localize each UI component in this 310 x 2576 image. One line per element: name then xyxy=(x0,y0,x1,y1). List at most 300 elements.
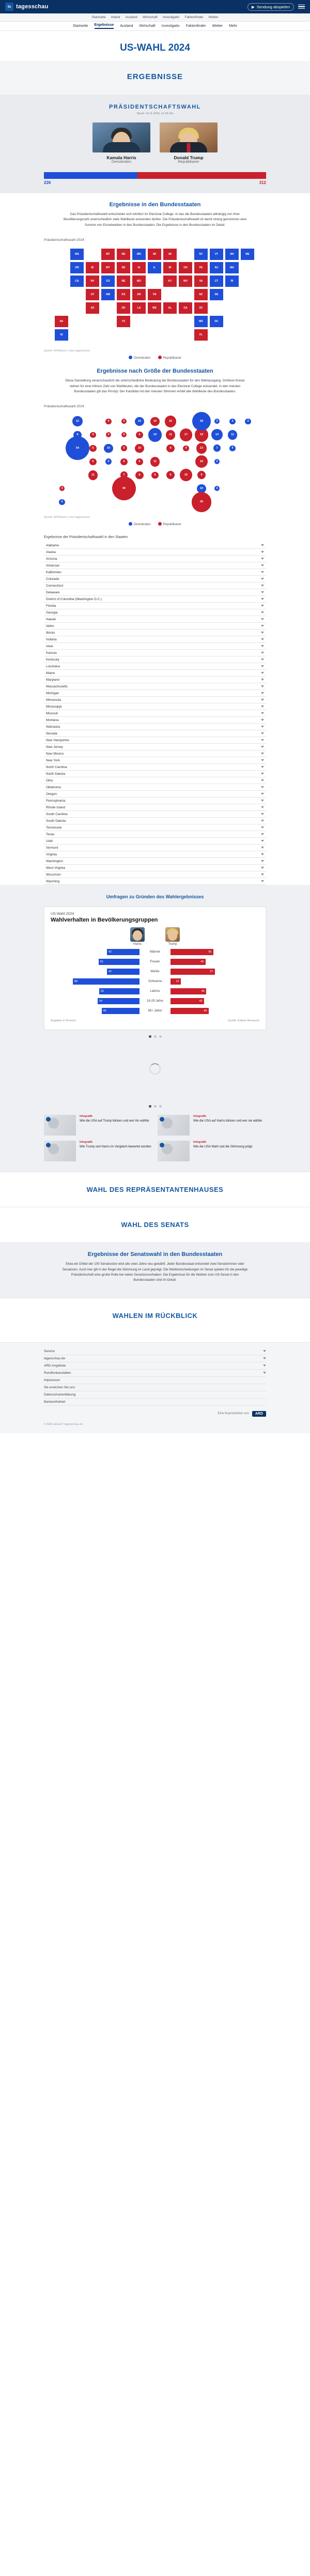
accordion-row[interactable] xyxy=(44,750,266,757)
footer-row[interactable] xyxy=(44,1362,266,1370)
chevron-down-icon xyxy=(261,779,264,781)
tagesschau-logo-icon: ts xyxy=(5,3,13,11)
accordion-row[interactable] xyxy=(44,630,266,636)
map-state-in[interactable] xyxy=(163,262,177,274)
map-bubble-sd[interactable]: 3 xyxy=(121,432,127,437)
map-state-dc[interactable] xyxy=(209,315,224,328)
map-state-il[interactable] xyxy=(147,262,162,274)
nav-item-mehr[interactable]: Mehr xyxy=(229,24,238,28)
map-bubble-nm[interactable]: 5 xyxy=(105,458,112,465)
map-state-label: FL xyxy=(199,333,203,337)
chevron-down-icon xyxy=(261,880,264,882)
map-state-mt[interactable] xyxy=(101,248,115,260)
bar-harris xyxy=(73,978,140,985)
chevron-down-icon xyxy=(261,558,264,560)
map-bubble-id[interactable]: 4 xyxy=(90,432,96,438)
chevron-down-icon xyxy=(261,551,264,553)
elector-count-dem: 226 xyxy=(44,180,51,185)
footer-row[interactable] xyxy=(44,1348,266,1355)
accordion-row[interactable] xyxy=(44,818,266,824)
map-state-label: RI xyxy=(230,280,234,283)
map-state-al[interactable] xyxy=(163,302,177,314)
map-bubble-wi[interactable]: 10 xyxy=(150,417,160,426)
accordion-row-label: Missouri xyxy=(46,711,58,715)
accordion-row[interactable] xyxy=(44,589,266,596)
accordion-row[interactable] xyxy=(44,831,266,838)
page-title: US-WAHL 2024 xyxy=(120,42,190,53)
legend-dem: Demokraten xyxy=(133,357,151,360)
teaser-item[interactable] xyxy=(158,1141,266,1161)
carousel-dot-1[interactable] xyxy=(149,1035,151,1038)
results-stand: Stand: 14.11.2024, 11:43 Uhr xyxy=(136,112,174,115)
map-state-me[interactable] xyxy=(240,248,255,260)
accordion-row[interactable] xyxy=(44,616,266,623)
legend-rep-2: Republikaner xyxy=(163,523,182,527)
footer-sub-row[interactable] xyxy=(44,1399,266,1406)
map-state-ks[interactable] xyxy=(116,288,131,301)
accordion-row[interactable] xyxy=(44,697,266,703)
chart-source: Quelle: Edison Research xyxy=(228,1019,259,1023)
map-state-ne[interactable] xyxy=(116,275,131,287)
map-bubble-mn[interactable]: 10 xyxy=(135,417,144,426)
chevron-down-icon xyxy=(261,847,264,849)
map-bubble-ca[interactable]: 54 xyxy=(66,436,89,460)
state-accordion[interactable] xyxy=(44,542,266,885)
accordion-row[interactable] xyxy=(44,556,266,562)
map-state-tx[interactable] xyxy=(116,315,131,328)
footer-sub-label: Sie erreichen Sie uns xyxy=(44,1385,75,1389)
nav-item-ergebnisse[interactable]: Ergebnisse xyxy=(95,23,114,29)
map-bubble-wy[interactable]: 3 xyxy=(106,432,111,437)
meta-item-4[interactable]: Investigativ xyxy=(162,16,180,19)
map-state-label: TX xyxy=(121,320,126,324)
chevron-down-icon xyxy=(261,806,264,808)
footer-row[interactable] xyxy=(44,1355,266,1362)
carousel-dots-2[interactable] xyxy=(0,1105,310,1108)
map-state-ia[interactable] xyxy=(132,262,146,274)
size-intro-body: Diese Darstellung veranschaulicht die unterschiedliche Bedeutung der Bundesstaaten für den Wahlausgang. Größere Kreise stehen für eine höhere Zahl von Wahlleuten, die der Bundesstaaten in das Electoral College entsendet. In den meisten Bundesstaaten gilt das Prinzip: Der Kandidat mit den meisten Stimmen erhält alle Wahlleute des Bundesstaates. xyxy=(65,379,245,393)
accordion-row[interactable] xyxy=(44,596,266,603)
carousel-dot-2[interactable] xyxy=(154,1035,157,1038)
accordion-row[interactable] xyxy=(44,650,266,656)
map-state-label: NY xyxy=(199,253,203,256)
map-state-pa[interactable] xyxy=(194,262,208,274)
candidate-trump xyxy=(158,122,220,164)
map-state-label: IN xyxy=(168,266,172,270)
footer-bottom xyxy=(44,1411,266,1423)
carousel-dot-3[interactable] xyxy=(159,1035,162,1038)
map-state-ri[interactable] xyxy=(225,275,239,287)
bar-value: 57 xyxy=(210,970,213,974)
accordion-row[interactable] xyxy=(44,710,266,717)
accordion-row[interactable] xyxy=(44,737,266,744)
top-bar xyxy=(0,0,310,13)
meta-item-3[interactable]: Wirtschaft xyxy=(143,16,158,19)
map-state-label: DC xyxy=(214,320,219,324)
map-state-ma[interactable] xyxy=(225,262,239,274)
map-state-wi[interactable] xyxy=(147,248,162,260)
map-state-nh[interactable] xyxy=(225,248,239,260)
accordion-row[interactable] xyxy=(44,636,266,643)
accordion-row[interactable] xyxy=(44,603,266,609)
map-state-label: KY xyxy=(168,280,172,283)
accordion-row-label: Colorado xyxy=(46,577,59,581)
map-bubble-il[interactable]: 19 xyxy=(148,428,162,442)
map-state-ct[interactable] xyxy=(209,275,224,287)
map-state-va[interactable] xyxy=(194,275,208,287)
nav-item-startseite[interactable]: Startseite xyxy=(72,24,88,28)
accordion-row[interactable] xyxy=(44,562,266,569)
chevron-down-icon xyxy=(261,564,264,566)
accordion-row-label: Rhode Island xyxy=(46,805,66,809)
presidential-title: PRÄSIDENTSCHAFTSWAHL xyxy=(109,104,201,110)
elector-bar xyxy=(44,172,266,185)
teaser-kicker: Infografik xyxy=(193,1115,207,1118)
accordion-row-label: Hawaii xyxy=(46,617,56,621)
map-bubble-dc[interactable]: 3 xyxy=(214,486,220,491)
map-bubble-ga[interactable]: 16 xyxy=(180,469,192,481)
us-map-bubbles[interactable] xyxy=(44,410,266,514)
map-bubble-ak[interactable]: 3 xyxy=(59,486,65,491)
chart-category-label: Schwarze xyxy=(148,980,162,984)
map-bubble-oh[interactable]: 17 xyxy=(180,428,193,441)
map-bubble-ri[interactable]: 4 xyxy=(229,446,235,451)
nav-item-wetter[interactable]: Wetter xyxy=(212,24,223,28)
map-state-id[interactable] xyxy=(85,262,100,274)
bar-value: 53 xyxy=(100,960,103,964)
map-bubble-va[interactable]: 13 xyxy=(196,443,207,454)
meta-item-2[interactable]: Ausland xyxy=(125,16,138,19)
map-state-nv[interactable] xyxy=(85,275,100,287)
map-state-co[interactable] xyxy=(101,275,115,287)
map-bubble-mo[interactable]: 10 xyxy=(135,444,144,453)
bar-trump xyxy=(171,988,206,994)
map-state-sd[interactable] xyxy=(116,262,131,274)
candidate-list xyxy=(0,122,310,164)
map-bubble-de[interactable]: 3 xyxy=(214,459,220,464)
accordion-row-label: Arkansas xyxy=(46,563,60,568)
accordion-row-label: Montana xyxy=(46,718,59,722)
elector-bar-dem xyxy=(44,172,137,179)
accordion-title: Ergebnisse der Präsidentschaftswahl in den Staaten xyxy=(44,535,128,540)
map-state-label: LA xyxy=(137,306,141,310)
map-bubble-wa[interactable]: 12 xyxy=(72,416,83,426)
accordion-row[interactable] xyxy=(44,683,266,690)
map-state-de[interactable] xyxy=(209,288,224,301)
chevron-down-icon xyxy=(261,746,264,748)
accordion-row[interactable] xyxy=(44,663,266,670)
accordion-row[interactable] xyxy=(44,784,266,791)
map-bubble-la[interactable]: 8 xyxy=(135,471,143,479)
map-bubble-az[interactable]: 11 xyxy=(88,470,98,480)
accordion-row-label: Nebraska xyxy=(46,725,60,729)
map-bubble-nc[interactable]: 16 xyxy=(195,455,208,468)
map-bubble-nv[interactable]: 6 xyxy=(89,445,96,452)
map-state-hi[interactable] xyxy=(54,329,69,341)
map-bubble-mi[interactable]: 15 xyxy=(165,416,177,427)
footer-sub-row[interactable] xyxy=(44,1377,266,1384)
polls-band-title: Umfragen zu Gründen des Wahlergebnisses xyxy=(106,894,204,900)
map-bubble-mt[interactable]: 4 xyxy=(105,419,111,424)
teaser-item[interactable] xyxy=(44,1141,152,1161)
map-state-nj[interactable] xyxy=(209,262,224,274)
map-state-ga[interactable] xyxy=(178,302,193,314)
accordion-row[interactable] xyxy=(44,677,266,683)
chart-row xyxy=(51,968,259,976)
map-state-oh[interactable] xyxy=(178,262,193,274)
map-state-ok[interactable] xyxy=(116,302,131,314)
chevron-down-icon xyxy=(261,873,264,876)
map-bubble-vt[interactable]: 3 xyxy=(214,419,220,424)
loading-area xyxy=(0,1038,310,1100)
map-bubble-sc[interactable]: 9 xyxy=(197,471,206,479)
map-bubble-me[interactable]: 4 xyxy=(245,419,251,424)
map-state-tn[interactable] xyxy=(147,288,162,301)
bar-value: 46 xyxy=(201,990,205,993)
accordion-row[interactable] xyxy=(44,865,266,871)
accordion-row[interactable] xyxy=(44,569,266,576)
map-state-mo[interactable] xyxy=(132,275,146,287)
accordion-row[interactable] xyxy=(44,717,266,724)
states-intro-body: Das Präsidentschaftswahl entscheidet sich letztlich im Electoral College. In das die Bundesstaaten abhängig von ihrer Bevölkerungszahl unterschiedlich viele Wahlleute entsenden dürfen. Die Präsidentschaftswahl ist damit streng genommen eine Summe von Einzelwahlen in den Bundesstaaten. Die Ergebnisse in den Bundesstaaten im Detail. xyxy=(64,212,246,227)
map-bubble-ms[interactable]: 6 xyxy=(151,472,158,479)
accordion-row[interactable] xyxy=(44,576,266,582)
map-state-label: CT xyxy=(214,280,219,283)
map-bubble-ma[interactable]: 11 xyxy=(228,430,238,440)
accordion-row[interactable] xyxy=(44,643,266,650)
nav-item-ausland[interactable]: Ausland xyxy=(120,24,133,28)
teaser-text: Wie Trump und Harris im Vergleich bewertet werden xyxy=(80,1145,151,1149)
accordion-row[interactable] xyxy=(44,791,266,798)
play-icon: ▶ xyxy=(251,4,255,9)
legend-rep: Republikaner xyxy=(163,357,182,360)
map-bubble-pa[interactable]: 19 xyxy=(195,428,209,442)
accordion-row[interactable] xyxy=(44,777,266,784)
chart-category-label: Frauen xyxy=(150,960,160,964)
map-state-nc[interactable] xyxy=(194,288,208,301)
accordion-row-label: Louisiana xyxy=(46,664,60,668)
map-state-wv[interactable] xyxy=(178,275,193,287)
chevron-down-icon xyxy=(261,840,264,842)
teaser-item[interactable] xyxy=(158,1115,266,1136)
map-state-label: UT xyxy=(90,293,95,297)
chevron-down-icon xyxy=(261,571,264,573)
map-bubble-ar[interactable]: 6 xyxy=(136,458,143,465)
accordion-row[interactable] xyxy=(44,582,266,589)
accordion-row[interactable] xyxy=(44,609,266,616)
senate-detail-block xyxy=(0,1242,310,1298)
play-broadcast-button[interactable] xyxy=(247,3,294,11)
accordion-row[interactable] xyxy=(44,549,266,556)
map-state-ny[interactable] xyxy=(194,248,208,260)
accordion-row[interactable] xyxy=(44,878,266,885)
accordion-row[interactable] xyxy=(44,757,266,764)
map-state-fl[interactable] xyxy=(194,329,208,341)
map-bubble-al[interactable]: 9 xyxy=(166,471,175,479)
map-bubble-ct[interactable]: 7 xyxy=(213,444,221,452)
accordion-row-label: Tennessee xyxy=(46,825,62,830)
bar-value: 49 xyxy=(204,1009,207,1013)
map-bubble-ok[interactable]: 7 xyxy=(120,471,128,479)
menu-button[interactable] xyxy=(298,5,305,9)
map-state-label: OH xyxy=(183,266,188,270)
map-state-ca[interactable] xyxy=(70,275,84,287)
map-bubble-ne[interactable]: 5 xyxy=(121,445,127,451)
footer-row[interactable] xyxy=(44,1370,266,1377)
nav-item-investigativ[interactable]: Investigativ xyxy=(161,24,180,28)
accordion-row[interactable] xyxy=(44,845,266,851)
meta-item-1[interactable]: Inland xyxy=(111,16,120,19)
legend-dem-2: Demokraten xyxy=(133,523,151,527)
accordion-row-label: New Jersey xyxy=(46,745,63,749)
accordion-row[interactable] xyxy=(44,764,266,771)
footer-sub-row[interactable] xyxy=(44,1391,266,1399)
map-state-nd[interactable] xyxy=(116,248,131,260)
chevron-down-icon xyxy=(261,753,264,755)
map-bubble-or[interactable]: 8 xyxy=(73,431,81,439)
accordion-row-label: Ohio xyxy=(46,778,53,783)
map-state-nm[interactable] xyxy=(101,288,115,301)
accordion-row-label: Indiana xyxy=(46,637,57,641)
accordion-row[interactable] xyxy=(44,851,266,858)
accordion-row[interactable] xyxy=(44,858,266,865)
map-bubble-wv[interactable]: 4 xyxy=(183,446,189,451)
carousel2-dot-2[interactable] xyxy=(154,1105,157,1108)
meta-item-6[interactable]: Wetter xyxy=(208,16,219,19)
retro-section-title: WAHLEN IM RÜCKBLICK xyxy=(112,1311,198,1320)
map-state-mn[interactable] xyxy=(132,248,146,260)
accordion-row[interactable] xyxy=(44,703,266,710)
map-state-label: MS xyxy=(152,306,157,310)
accordion-row-label: Maryland xyxy=(46,678,59,682)
map-state-ut[interactable] xyxy=(85,288,100,301)
accordion-row[interactable] xyxy=(44,744,266,750)
accordion-row-label: Utah xyxy=(46,839,53,843)
bar-value: 43 xyxy=(199,1000,203,1003)
map-state-label: WV xyxy=(183,280,188,283)
map-state-label: AK xyxy=(59,320,64,324)
accordion-row[interactable] xyxy=(44,811,266,818)
map-state-ar[interactable] xyxy=(132,288,146,301)
chevron-down-icon xyxy=(261,665,264,667)
accordion-row[interactable] xyxy=(44,656,266,663)
teaser-kicker: Infografik xyxy=(193,1141,207,1144)
chevron-down-icon xyxy=(261,833,264,835)
map-state-ms[interactable] xyxy=(147,302,162,314)
teaser-thumbnail xyxy=(44,1141,76,1161)
carousel2-dot-1[interactable] xyxy=(149,1105,151,1108)
accordion-row-label: Arizona xyxy=(46,557,57,561)
chart-head-trump xyxy=(165,927,180,942)
footer-sub-label: Barrierefreiheit xyxy=(44,1400,66,1404)
map-bubble-ia[interactable]: 6 xyxy=(136,432,143,438)
accordion-row-label: Massachusetts xyxy=(46,684,68,688)
map-state-mi[interactable] xyxy=(163,248,177,260)
map-bubble-fl[interactable]: 30 xyxy=(192,492,212,512)
map-bubble-nj[interactable]: 14 xyxy=(211,429,223,440)
map-bubble-ks[interactable]: 6 xyxy=(120,458,127,465)
map-bubble-ut[interactable]: 6 xyxy=(89,458,96,465)
brand[interactable] xyxy=(5,3,49,11)
teaser-item[interactable] xyxy=(44,1115,152,1136)
map-bubble-co[interactable]: 10 xyxy=(104,444,113,453)
map-caption-2: Präsidentschaftswahl 2024 xyxy=(44,405,84,409)
map-state-ky[interactable] xyxy=(163,275,177,287)
us-map-choropleth[interactable] xyxy=(44,244,266,347)
accordion-row[interactable] xyxy=(44,730,266,737)
nav-item-wirtschaft[interactable]: Wirtschaft xyxy=(139,24,156,28)
accordion-row[interactable] xyxy=(44,771,266,777)
chevron-down-icon xyxy=(261,598,264,600)
carousel2-dot-3[interactable] xyxy=(159,1105,162,1108)
accordion-row[interactable] xyxy=(44,871,266,878)
accordion-row[interactable] xyxy=(44,690,266,697)
candidate-party-harris: Demokraten xyxy=(111,160,132,164)
meta-item-5[interactable]: Faktenfinder xyxy=(184,16,204,19)
accordion-row[interactable] xyxy=(44,838,266,845)
accordion-row[interactable] xyxy=(44,623,266,630)
map-state-vt[interactable] xyxy=(209,248,224,260)
accordion-row-label: New Hampshire xyxy=(46,738,69,742)
map-state-label: OK xyxy=(121,306,126,310)
accordion-row-label: Mississippi xyxy=(46,704,62,709)
map-state-wa[interactable] xyxy=(70,248,84,260)
states-intro xyxy=(62,193,248,231)
nav-item-faktenfinder[interactable]: Faktenfinder xyxy=(185,24,206,28)
chevron-down-icon xyxy=(261,591,264,593)
chevron-down-icon xyxy=(261,632,264,634)
bar-harris xyxy=(107,949,140,955)
meta-item-0[interactable]: Startseite xyxy=(91,16,106,19)
accordion-row[interactable] xyxy=(44,542,266,549)
map-state-md[interactable] xyxy=(194,315,208,328)
map-state-la[interactable] xyxy=(132,302,146,314)
chevron-down-icon xyxy=(261,618,264,620)
chevron-down-icon xyxy=(261,672,264,674)
map-bubble-hi[interactable]: 4 xyxy=(59,499,65,505)
accordion-row[interactable] xyxy=(44,824,266,831)
map-state-or[interactable] xyxy=(70,262,84,274)
accordion-row[interactable] xyxy=(44,724,266,730)
bar-value: 55 xyxy=(208,950,212,954)
map-bubble-ny[interactable]: 28 xyxy=(192,412,211,431)
accordion-row[interactable] xyxy=(44,670,266,677)
footer-link-label: Service xyxy=(44,1349,55,1353)
chevron-down-icon xyxy=(261,638,264,640)
map-state-wy[interactable] xyxy=(101,262,115,274)
map-bubble-tx[interactable]: 40 xyxy=(112,477,136,500)
accordion-row-label: Delaware xyxy=(46,590,60,594)
copyright: © ARD-aktuell / tagesschau.de xyxy=(44,1422,83,1426)
size-intro xyxy=(62,360,248,397)
map-state-sc[interactable] xyxy=(194,302,208,314)
accordion-row[interactable] xyxy=(44,804,266,811)
map-bubble-nd[interactable]: 3 xyxy=(121,419,127,424)
map-state-ak[interactable] xyxy=(54,315,69,328)
footer-sub-row[interactable] xyxy=(44,1384,266,1391)
map-bubble-nh[interactable]: 4 xyxy=(229,419,235,424)
map-state-az[interactable] xyxy=(85,302,100,314)
map-bubble-ky[interactable]: 8 xyxy=(166,444,174,452)
map-state-label: KS xyxy=(121,293,126,297)
map-bubble-md[interactable]: 10 xyxy=(197,484,206,494)
map-bubble-tn[interactable]: 11 xyxy=(150,457,160,467)
chart-legend-harris: Harris xyxy=(133,943,142,946)
map-bubble-in[interactable]: 11 xyxy=(166,430,176,440)
map-state-label: WY xyxy=(105,266,111,270)
accordion-row[interactable] xyxy=(44,798,266,804)
map-state-label: MD xyxy=(199,320,203,324)
